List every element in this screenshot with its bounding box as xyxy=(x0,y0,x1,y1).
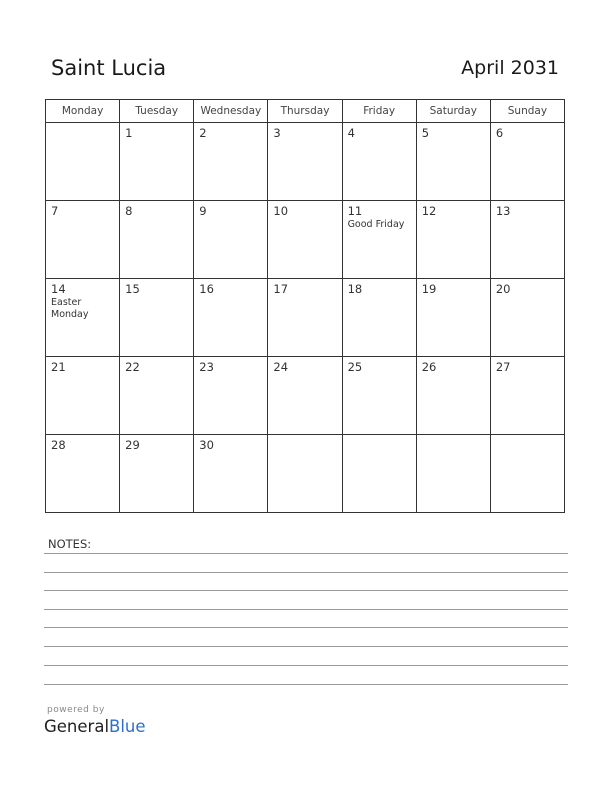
week-row xyxy=(46,279,565,357)
day-number: 7 xyxy=(51,204,59,218)
day-cell xyxy=(342,279,416,357)
day-cell xyxy=(490,201,564,279)
notes-line xyxy=(44,627,568,628)
weekday-header-row xyxy=(46,100,565,123)
weekday-header: Sunday xyxy=(490,100,564,123)
day-cell xyxy=(120,123,194,201)
day-number: 10 xyxy=(273,204,289,218)
day-cell xyxy=(342,435,416,513)
notes-line xyxy=(44,590,568,591)
week-row xyxy=(46,123,565,201)
day-number: 8 xyxy=(125,204,133,218)
notes-line xyxy=(44,646,568,647)
notes-line xyxy=(44,572,568,573)
calendar-grid xyxy=(45,99,565,513)
day-cell xyxy=(46,123,120,201)
notes-line xyxy=(44,665,568,666)
week-row xyxy=(46,201,565,279)
day-cell xyxy=(268,123,342,201)
weekday-header: Tuesday xyxy=(120,100,194,123)
day-number: 25 xyxy=(347,360,363,374)
weekday-header: Saturday xyxy=(416,100,490,123)
day-cell xyxy=(416,123,490,201)
country-title: Saint Lucia xyxy=(51,56,167,80)
day-number xyxy=(491,435,564,439)
day-cell xyxy=(268,279,342,357)
day-cell xyxy=(194,357,268,435)
day-cell xyxy=(46,357,120,435)
day-number: 26 xyxy=(421,360,437,374)
day-number xyxy=(417,435,490,439)
day-cell xyxy=(490,279,564,357)
day-number: 27 xyxy=(495,360,511,374)
day-number: 5 xyxy=(421,126,430,140)
holiday-label: Good Friday xyxy=(347,218,405,230)
day-number: 20 xyxy=(495,282,511,296)
day-number: 19 xyxy=(421,282,437,296)
day-number: 3 xyxy=(273,126,281,140)
day-number: 1 xyxy=(125,126,133,140)
day-number: 13 xyxy=(495,204,511,218)
weekday-header: Friday xyxy=(342,100,416,123)
weekday-header: Monday xyxy=(46,100,120,123)
day-number: 28 xyxy=(51,438,66,452)
week-row xyxy=(46,357,565,435)
day-cell xyxy=(342,123,416,201)
notes-line xyxy=(44,609,568,610)
day-number xyxy=(46,123,119,127)
day-cell xyxy=(46,201,120,279)
day-cell xyxy=(416,435,490,513)
day-number: 18 xyxy=(347,282,363,296)
day-number: 11 xyxy=(347,204,363,218)
day-number: 15 xyxy=(125,282,140,296)
day-cell xyxy=(490,435,564,513)
day-number: 2 xyxy=(199,126,207,140)
day-cell xyxy=(490,123,564,201)
day-number xyxy=(343,435,416,439)
day-cell xyxy=(342,357,416,435)
day-cell xyxy=(194,279,268,357)
notes-line xyxy=(44,684,568,685)
day-number: 12 xyxy=(421,204,437,218)
day-cell xyxy=(194,435,268,513)
weekday-header: Thursday xyxy=(268,100,342,123)
day-cell xyxy=(46,279,120,357)
day-number: 9 xyxy=(199,204,207,218)
powered-by-text: powered by xyxy=(47,705,105,715)
brand-general-text: General xyxy=(44,717,110,736)
notes-label: NOTES: xyxy=(48,537,92,551)
day-cell xyxy=(194,201,268,279)
day-number: 22 xyxy=(125,360,140,374)
day-number: 14 xyxy=(51,282,66,296)
day-cell xyxy=(194,123,268,201)
day-cell xyxy=(120,201,194,279)
day-cell xyxy=(490,357,564,435)
weekday-header: Wednesday xyxy=(194,100,268,123)
brand-blue-text: Blue xyxy=(109,717,146,736)
holiday-label: Easter Monday xyxy=(51,296,89,320)
day-number: 6 xyxy=(495,126,504,140)
day-number: 21 xyxy=(51,360,66,374)
day-cell xyxy=(268,435,342,513)
day-cell xyxy=(46,435,120,513)
day-cell xyxy=(268,357,342,435)
day-number: 30 xyxy=(199,438,214,452)
week-row xyxy=(46,435,565,513)
day-number: 24 xyxy=(273,360,289,374)
day-cell xyxy=(342,201,416,279)
day-cell xyxy=(416,357,490,435)
day-cell xyxy=(416,279,490,357)
day-cell xyxy=(120,279,194,357)
day-cell xyxy=(120,357,194,435)
day-number: 17 xyxy=(273,282,289,296)
day-cell xyxy=(120,435,194,513)
month-year-title: April 2031 xyxy=(461,57,559,79)
day-number: 16 xyxy=(199,282,214,296)
generalblue-logo[interactable] xyxy=(44,717,146,736)
day-cell xyxy=(268,201,342,279)
day-cell xyxy=(416,201,490,279)
day-number: 29 xyxy=(125,438,140,452)
notes-line xyxy=(44,553,568,554)
day-number: 23 xyxy=(199,360,214,374)
day-number xyxy=(268,435,341,439)
day-number: 4 xyxy=(347,126,355,140)
